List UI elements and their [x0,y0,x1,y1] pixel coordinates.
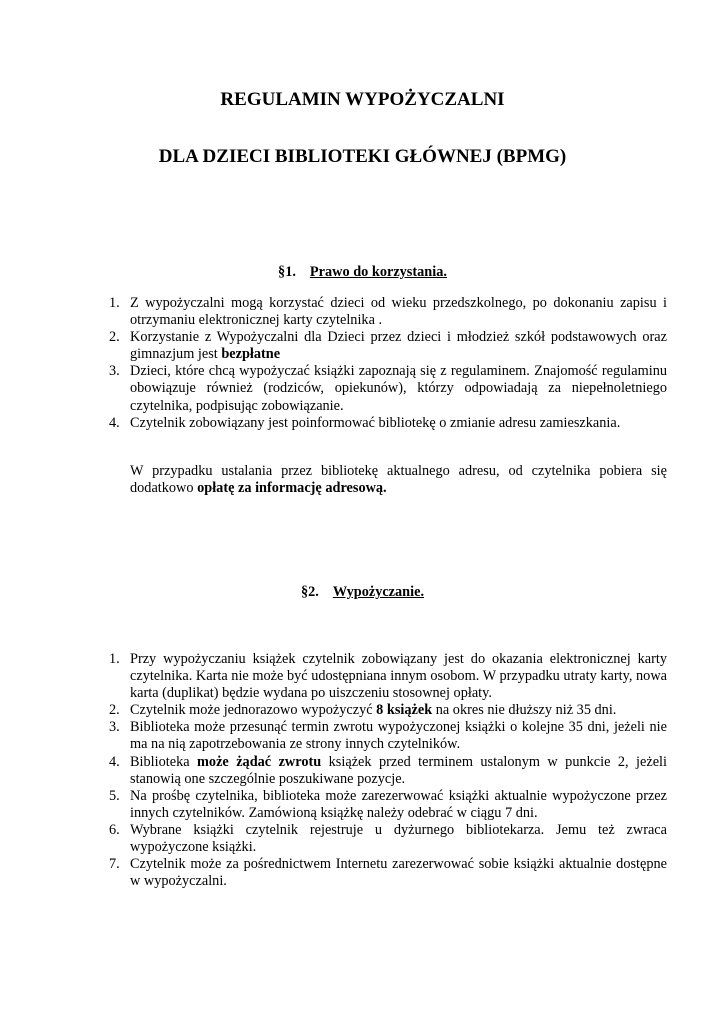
list-item: 3. Dzieci, które chcą wypożyczać książki zapoznają się z regulaminem. Znajomość regulaminu obowiązuje również (rodziców, opiekunów), którzy odpowiadają za niepełnoletniego czytelnika, podpisując zobowiązanie. [109,363,667,414]
list-item: 3. Biblioteka może przesunąć termin zwrotu wypożyczonej książki o kolejne 35 dni, jeżeli nie ma na nią zapotrzebowania ze strony innych czytelników. [109,719,667,753]
address-fee-note: W przypadku ustalania przez bibliotekę aktualnego adresu, od czytelnika pobiera się dodatkowo opłatę za informację adresową. [130,463,667,497]
list-item: 6. Wybrane książki czytelnik rejestruje u dyżurnego bibliotekarza. Jemu też zwraca wypożyczone książki. [109,821,667,856]
section-1-number: §1. [278,264,296,280]
document-subtitle: DLA DZIECI BIBLIOTEKI GŁÓWNEJ (BPMG) [158,146,567,167]
section-2-list [109,651,667,890]
list-item: 1. Z wypożyczalni mogą korzystać dzieci od wieku przedszkolnego, po dokonaniu zapisu i otrzymaniu elektronicznej karty czytelnika . [109,295,667,329]
section-2-heading [0,583,725,601]
section-1-heading [0,263,725,281]
list-item: 2. Korzystanie z Wypożyczalni dla Dzieci przez dzieci i młodzież szkół podstawowych oraz gimnazjum jest bezpłatne [109,329,667,363]
list-item: 4. Biblioteka może żądać zwrotu książek przed terminem ustalonym w punkcie 2, jeżeli stanowią one szczególnie poszukiwane pozycje. [109,753,667,787]
document-title: REGULAMIN WYPOŻYCZALNI [220,89,505,110]
list-item: 1. Przy wypożyczaniu książek czytelnik zobowiązany jest do okazania elektronicznej karty czytelnika. Karta nie może być udostępniana innym osobom. W przypadku utraty karty, nowa karta (duplikat) będzie wydana po uiszczeniu stosownej opłaty. [109,651,667,702]
list-item: 4. Czytelnik zobowiązany jest poinformować bibliotekę o zmianie adresu zamieszkania. [109,414,621,431]
section-1-list [109,295,667,432]
section-2-number: §2. [300,584,319,600]
list-item: 7. Czytelnik może za pośrednictwem Internetu zarezerwować sobie książki aktualnie dostępne w wypożyczalni. [109,856,667,890]
section-2-title: Wypożyczanie. [332,584,425,600]
list-item: 5. Na prośbę czytelnika, biblioteka może zarezerwować książki aktualnie wypożyczone przez innych czytelników. Zamówioną książkę należy odebrać w ciągu 7 dni. [109,787,667,821]
section-1-title: Prawo do korzystania. [309,264,447,280]
list-item: 2. Czytelnik może jednorazowo wypożyczyć 8 książek na okres nie dłuższy niż 35 dni. [109,702,617,719]
